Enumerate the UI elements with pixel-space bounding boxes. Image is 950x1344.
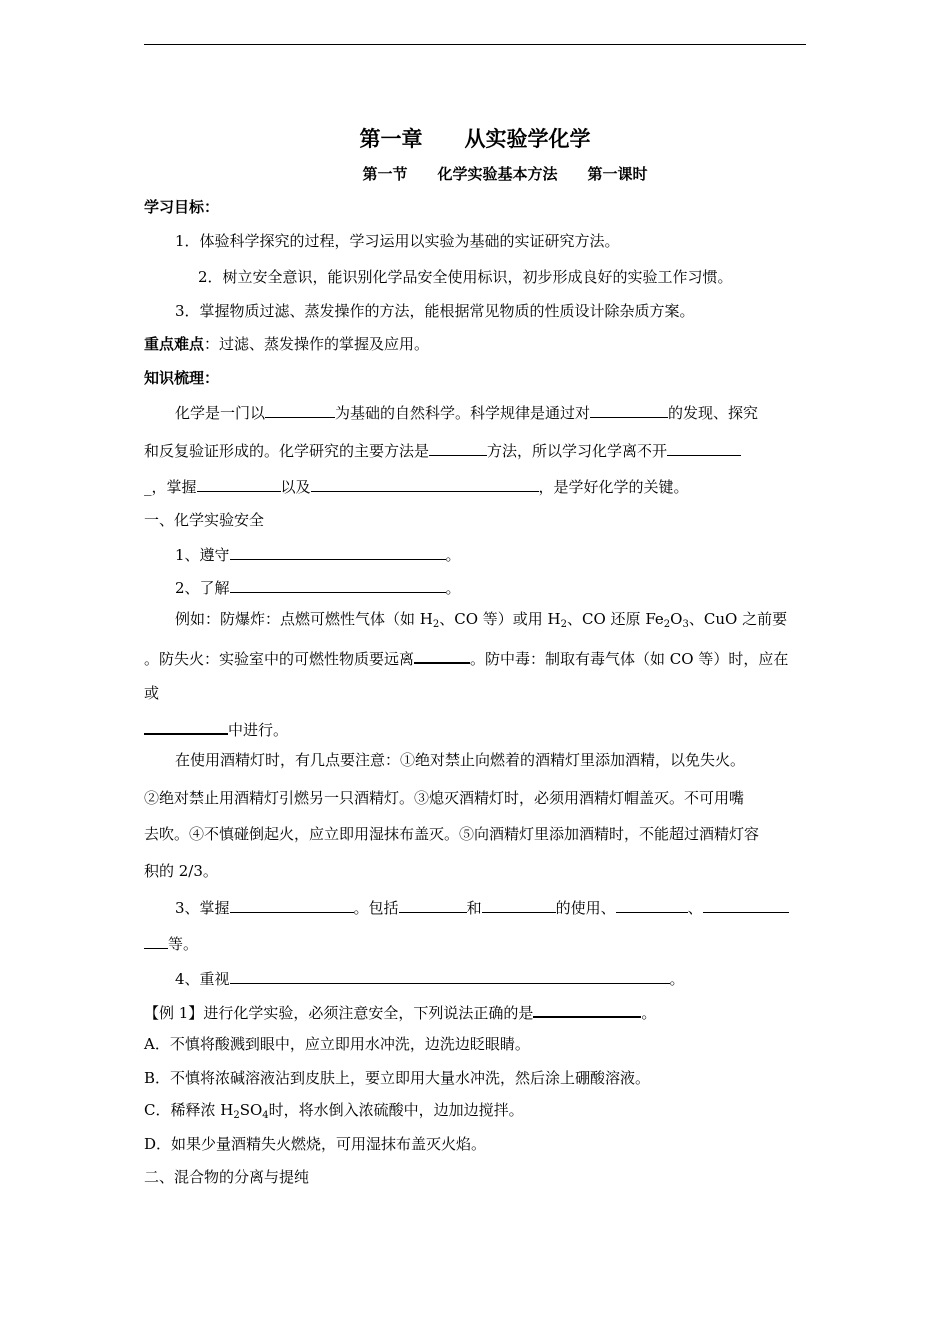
intro-line-2: 和反复验证形成的。化学研究的主要方法是 方法，所以学习化学离不开 — [144, 440, 808, 461]
blank[interactable] — [399, 897, 467, 913]
example-line-2: 。防失火：实验室中的可燃性物质要远离 。防中毒：制取有毒气体（如 CO 等）时，应在 — [144, 647, 808, 669]
option-c: C．稀释浓 $H_2SO_4$时，将水倒入浓硫酸中，边加边搅拌。 — [144, 1101, 524, 1121]
safety-item-3: 3、掌握 。包括 和 的使用、 、 — [144, 897, 839, 918]
example-line-3: 或 — [144, 684, 160, 702]
section-subtitle: 第一节 化学实验基本方法 第一课时 — [362, 165, 648, 183]
blank[interactable] — [667, 440, 741, 456]
goal-item-3: 3．掌握物质过滤、蒸发操作的方法，能根据常见物质的性质设计除杂质方案。 — [175, 302, 695, 320]
blank[interactable] — [230, 577, 446, 593]
chapter-title: 第一章 从实验学化学 — [359, 126, 591, 151]
lamp-line-3: 去吹。④不慎碰倒起火，应立即用湿抹布盖灭。⑤向酒精灯里添加酒精时，不能超过酒精灯容 — [144, 825, 760, 843]
blank[interactable] — [230, 897, 354, 913]
blank[interactable] — [311, 476, 539, 492]
keypoints-label: 重点难点 — [144, 335, 205, 353]
lamp-line-2: ②绝对禁止用酒精灯引燃另一只酒精灯。③熄灭酒精灯时，必须用酒精灯帽盖灭。不可用嘴 — [144, 789, 745, 807]
blank[interactable] — [590, 402, 668, 418]
goal-item-1: 1．体验科学探究的过程，学习运用以实验为基础的实证研究方法。 — [175, 232, 620, 250]
example-line-1: 例如：防爆炸：点燃可燃性气体（如 $H_2$、CO 等）或用 $H_2$、CO 还原 $Fe_2O_3$、CuO 之前要 — [175, 610, 788, 630]
option-a: A．不慎将酸溅到眼中，应立即用水冲洗，边洗边眨眼睛。 — [144, 1035, 530, 1053]
example-line-4: 中进行。 — [144, 718, 808, 740]
blank[interactable] — [144, 718, 228, 735]
blank[interactable] — [429, 440, 487, 456]
intro-line-3: _，掌握 以及 ，是学好化学的关键。 — [144, 478, 689, 496]
goal-item-2: 2．树立安全意识，能识别化学品安全使用标识，初步形成良好的实验工作习惯。 — [198, 268, 733, 286]
blank[interactable] — [197, 476, 281, 492]
blank[interactable] — [703, 897, 789, 913]
blank[interactable] — [616, 897, 688, 913]
keypoints-text: ：过滤、蒸发操作的掌握及应用。 — [204, 335, 430, 353]
blank[interactable] — [144, 933, 168, 949]
lamp-line-4: 积的 2/3。 — [144, 862, 218, 880]
header-rule — [144, 44, 806, 45]
safety-item-3-cont: 等。 — [144, 933, 808, 954]
answer-blank[interactable] — [533, 1001, 641, 1018]
knowledge-heading: 知识梳理： — [144, 369, 220, 387]
intro-line-1: 化学是一门以 为基础的自然科学。科学规律是通过对 的发现、探究 — [175, 404, 759, 422]
safety-item-4: 4、重视 。 — [175, 970, 685, 988]
safety-item-1: 1、遵守 。 — [175, 546, 461, 564]
blank[interactable] — [230, 544, 446, 560]
lamp-line-1: 在使用酒精灯时，有几点要注意：①绝对禁止向燃着的酒精灯里添加酒精，以免失火。 — [175, 751, 746, 769]
blank[interactable] — [265, 402, 335, 418]
example1-question: 【例 1】进行化学实验，必须注意安全，下列说法正确的是 。 — [144, 1001, 808, 1023]
blank[interactable] — [482, 897, 556, 913]
blank[interactable] — [230, 968, 670, 984]
safety-item-2: 2、了解 。 — [175, 579, 461, 597]
section1-heading: 一、化学实验安全 — [144, 511, 265, 529]
option-b: B．不慎将浓碱溶液沾到皮肤上，要立即用大量水冲洗，然后涂上硼酸溶液。 — [144, 1069, 651, 1087]
option-d: D．如果少量酒精失火燃烧，可用湿抹布盖灭火焰。 — [144, 1135, 487, 1153]
keypoints-line — [144, 334, 808, 354]
blank[interactable] — [414, 647, 470, 664]
goals-heading: 学习目标： — [144, 198, 220, 216]
section2-heading: 二、混合物的分离与提纯 — [144, 1168, 310, 1186]
